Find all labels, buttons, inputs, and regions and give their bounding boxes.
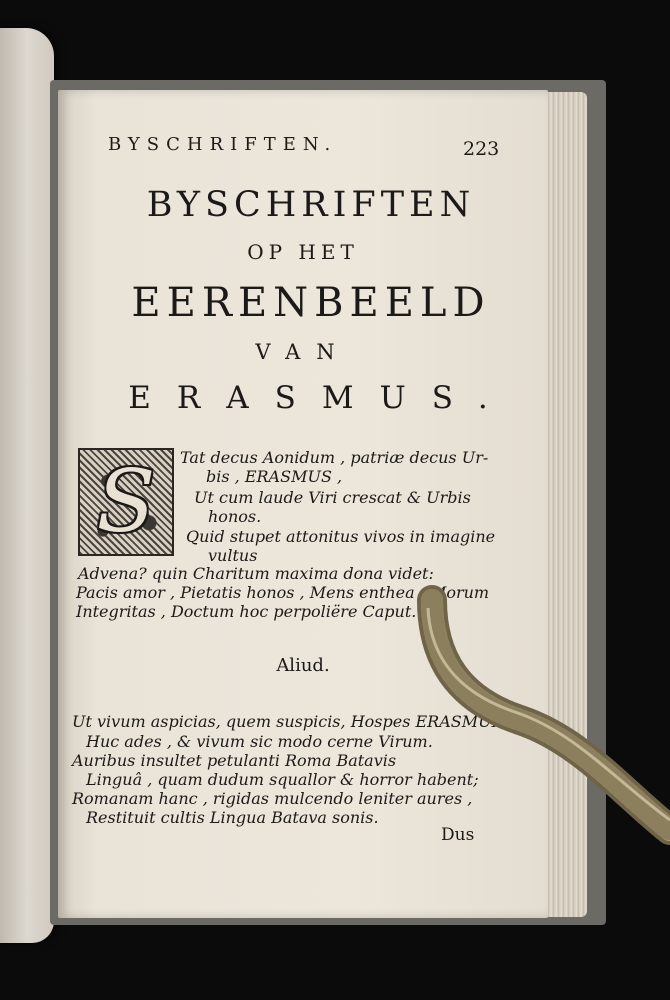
- title-line-5: ERASMUS.: [128, 380, 514, 416]
- poem2-line: Restituit cultis Lingua Batava sonis.: [86, 808, 379, 827]
- poem1-line: Quid stupet attonitus vivos in imagine: [186, 527, 496, 546]
- title-line-3: EERENBEELD: [131, 280, 491, 326]
- facing-page-edge: [0, 28, 54, 943]
- poem2-line: Huc ades , & vivum sic modo cerne Virum.: [86, 732, 433, 751]
- poem1-line: honos.: [208, 507, 262, 526]
- poem1-line: Integritas , Doctum hoc perpoliëre Caput.: [76, 602, 417, 621]
- title-line-2: OP HET: [247, 240, 359, 264]
- title-line-1: BYSCHRIFTEN: [146, 185, 476, 225]
- page-number: 223: [463, 138, 500, 160]
- poem1-line: Tat decus Aonidum , patriæ decus Ur-: [180, 448, 489, 467]
- catchword: Dus: [441, 825, 475, 845]
- title-line-4: VAN: [255, 340, 351, 364]
- poem1-line: vultus: [208, 546, 258, 565]
- decorated-initial: [78, 448, 174, 556]
- section-heading-aliud: Aliud.: [276, 655, 330, 676]
- poem2-line: Auribus insultet petulanti Roma Batavis: [72, 751, 397, 770]
- poem1-line: bis , ERASMUS ,: [206, 467, 343, 486]
- book-page: [58, 90, 548, 918]
- poem1-line: Pacis amor , Pietatis honos , Mens enthea , Morum: [76, 583, 490, 602]
- poem2-line: Romanam hanc , rigidas mulcendo leniter aures ,: [72, 789, 473, 808]
- poem2-line: Ut vivum aspicias, quem suspicis, Hospes ERASMUM,: [72, 712, 514, 731]
- running-head: BYSCHRIFTEN.: [108, 134, 338, 155]
- poem1-line: Advena? quin Charitum maxima dona videt:: [78, 564, 434, 583]
- poem1-line: Ut cum laude Viri crescat & Urbis: [194, 488, 471, 507]
- initial-letter: S: [96, 452, 156, 552]
- poem2-line: Linguâ , quam dudum squallor & horror habent;: [86, 770, 479, 789]
